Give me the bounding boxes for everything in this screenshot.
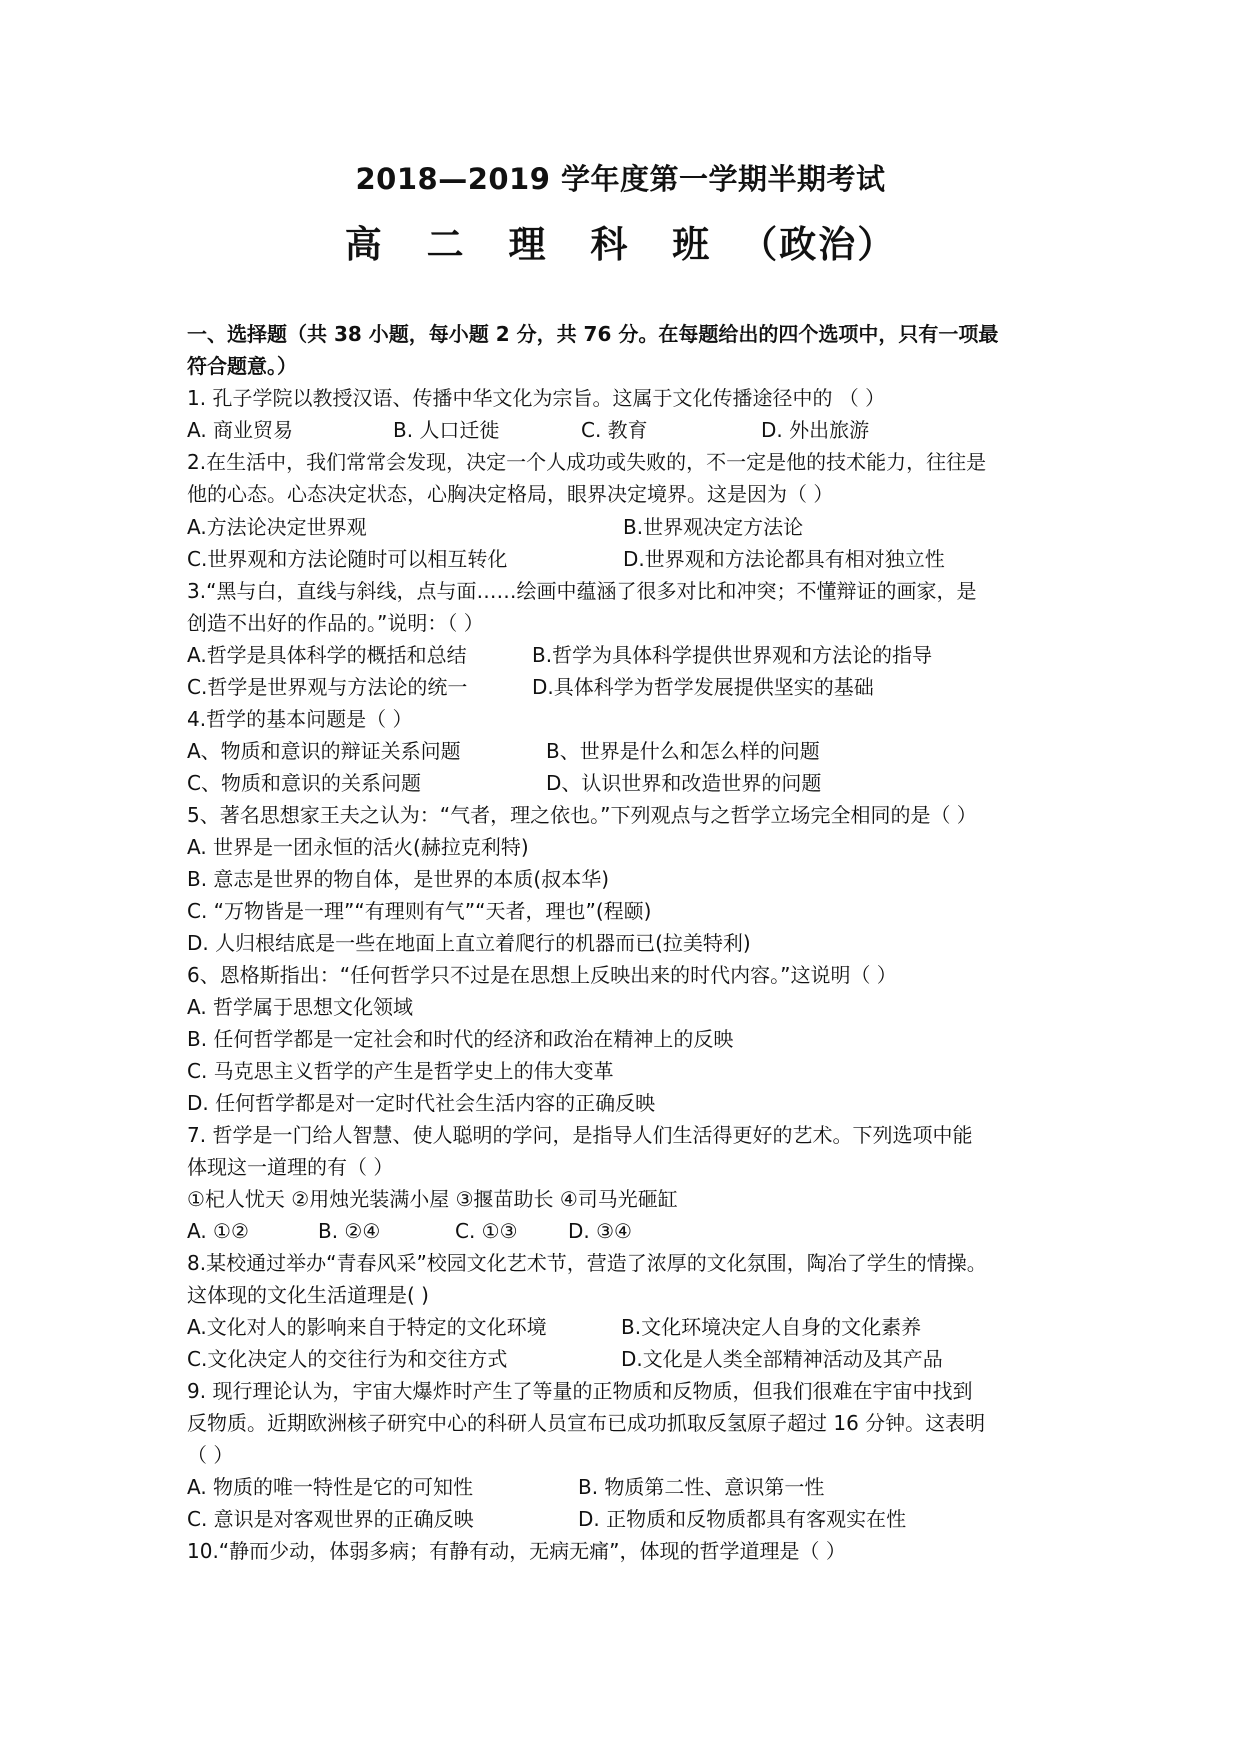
question-3-stem: 3.“黑与白，直线与斜线，点与面……绘画中蕴涵了很多对比和冲突；不懂辩证的画家，是 — [187, 579, 977, 603]
question-4-option-b: B、世界是什么和怎么样的问题 — [546, 739, 820, 763]
question-3-option-a: A.哲学是具体科学的概括和总结 — [187, 643, 467, 667]
section-heading: 一、选择题（共 38 小题，每小题 2 分，共 76 分。在每题给出的四个选项中，只有一项最 — [187, 322, 999, 346]
question-9-option-a: A. 物质的唯一特性是它的可知性 — [187, 1475, 474, 1499]
question-7-stem-cont: 体现这一道理的有（ ） — [187, 1155, 394, 1179]
question-5-option-a: A. 世界是一团永恒的活火(赫拉克利特) — [187, 835, 529, 859]
question-4-option-c: C、物质和意识的关系问题 — [187, 771, 421, 795]
question-5-option-b: B. 意志是世界的物自体，是世界的本质(叔本华) — [187, 867, 610, 891]
question-7-stem: 7. 哲学是一门给人智慧、使人聪明的学问，是指导人们生活得更好的艺术。下列选项中能 — [187, 1123, 973, 1147]
question-8-option-d: D.文化是人类全部精神活动及其产品 — [621, 1347, 943, 1371]
question-2-option-c: C.世界观和方法论随时可以相互转化 — [187, 547, 508, 571]
question-8-option-b: B.文化环境决定人自身的文化素养 — [621, 1315, 922, 1339]
question-7-option-d: D. ③④ — [568, 1219, 632, 1243]
question-8-option-a: A.文化对人的影响来自于特定的文化环境 — [187, 1315, 547, 1339]
question-2-option-b: B.世界观决定方法论 — [623, 515, 804, 539]
question-6-option-a: A. 哲学属于思想文化领域 — [187, 995, 414, 1019]
question-9-stem: 9. 现行理论认为，宇宙大爆炸时产生了等量的正物质和反物质，但我们很难在宇宙中找到 — [187, 1379, 973, 1403]
question-1-stem: 1. 孔子学院以教授汉语、传播中华文化为宗旨。这属于文化传播途径中的 （ ） — [187, 386, 886, 410]
question-2-stem: 2.在生活中，我们常常会发现，决定一个人成功或失败的，不一定是他的技术能力，往往是 — [187, 450, 987, 474]
question-5-option-c: C. “万物皆是一理”“有理则有气”“天者，理也”(程颐) — [187, 899, 652, 923]
question-3-option-d: D.具体科学为哲学发展提供坚实的基础 — [532, 675, 874, 699]
question-8-stem: 8.某校通过举办“青春风采”校园文化艺术节，营造了浓厚的文化氛围，陶冶了学生的情操。 — [187, 1251, 987, 1275]
question-2-stem-cont: 他的心态。心态决定状态，心胸决定格局，眼界决定境界。这是因为（ ） — [187, 482, 834, 506]
question-4-stem: 4.哲学的基本问题是（ ） — [187, 707, 413, 731]
question-6-stem: 6、恩格斯指出：“任何哲学只不过是在思想上反映出来的时代内容。”这说明（ ） — [187, 963, 897, 987]
question-9-stem-cont: 反物质。近期欧洲核子研究中心的科研人员宣布已成功抓取反氢原子超过 16 分钟。这表明 — [187, 1411, 986, 1435]
question-1-option-a: A. 商业贸易 — [187, 418, 294, 442]
question-1-option-d: D. 外出旅游 — [761, 418, 870, 442]
question-8-stem-cont: 这体现的文化生活道理是( ) — [187, 1283, 429, 1307]
question-7-option-b: B. ②④ — [318, 1219, 381, 1243]
question-9-option-d: D. 正物质和反物质都具有客观实在性 — [578, 1507, 907, 1531]
question-1-option-c: C. 教育 — [581, 418, 648, 442]
section-heading-cont: 符合题意。） — [187, 354, 297, 378]
question-2-option-d: D.世界观和方法论都具有相对独立性 — [623, 547, 945, 571]
question-7-items: ①杞人忧天 ②用烛光装满小屋 ③揠苗助长 ④司马光砸缸 — [187, 1187, 678, 1211]
exam-subtitle — [0, 214, 1241, 268]
class-name: 高 二 理 科 班 — [344, 223, 726, 266]
exam-title: 2018—2019 学年度第一学期半期考试 — [355, 162, 886, 196]
question-3-option-b: B.哲学为具体科学提供世界观和方法论的指导 — [532, 643, 933, 667]
question-1-option-b: B. 人口迁徙 — [393, 418, 500, 442]
question-10-stem: 10.“静而少动，体弱多病；有静有动，无病无痛”，体现的哲学道理是（ ） — [187, 1539, 846, 1563]
subject-name: （政治） — [740, 223, 897, 266]
question-4-option-d: D、认识世界和改造世界的问题 — [546, 771, 822, 795]
question-5-option-d: D. 人归根结底是一些在地面上直立着爬行的机器而已(拉美特利) — [187, 931, 751, 955]
question-7-option-c: C. ①③ — [455, 1219, 518, 1243]
question-3-option-c: C.哲学是世界观与方法论的统一 — [187, 675, 468, 699]
question-9-option-b: B. 物质第二性、意识第一性 — [578, 1475, 825, 1499]
question-4-option-a: A、物质和意识的辩证关系问题 — [187, 739, 461, 763]
question-6-option-c: C. 马克思主义哲学的产生是哲学史上的伟大变革 — [187, 1059, 614, 1083]
question-5-stem: 5、著名思想家王夫之认为：“气者，理之依也。”下列观点与之哲学立场完全相同的是（ ） — [187, 803, 977, 827]
question-6-option-d: D. 任何哲学都是对一定时代社会生活内容的正确反映 — [187, 1091, 656, 1115]
question-2-option-a: A.方法论决定世界观 — [187, 515, 367, 539]
question-6-option-b: B. 任何哲学都是一定社会和时代的经济和政治在精神上的反映 — [187, 1027, 734, 1051]
question-9-stem-blank: （ ） — [187, 1443, 234, 1467]
question-3-stem-cont: 创造不出好的作品的。”说明：（ ） — [187, 611, 484, 635]
question-8-option-c: C.文化决定人的交往行为和交往方式 — [187, 1347, 508, 1371]
question-7-option-a: A. ①② — [187, 1219, 249, 1243]
question-9-option-c: C. 意识是对客观世界的正确反映 — [187, 1507, 474, 1531]
